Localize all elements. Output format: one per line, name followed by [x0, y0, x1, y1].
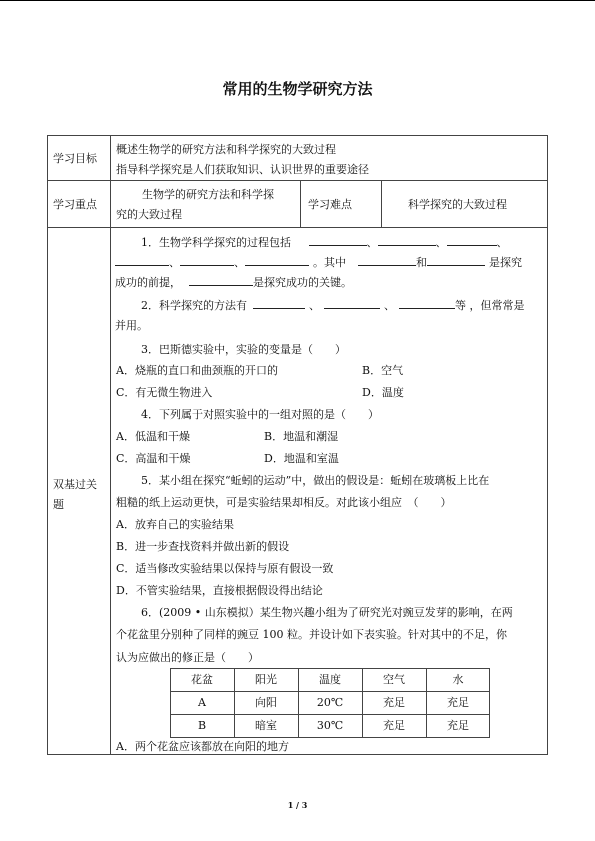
- table-header-sun: 阳光: [255, 673, 277, 686]
- q2-tail: 并用。: [115, 319, 148, 332]
- q1-text: 。其中: [313, 256, 346, 269]
- q4-option-b: B．地温和潮湿: [264, 430, 339, 443]
- q2-text: 等 ，但常常是: [455, 299, 525, 312]
- table-cell: 充足: [383, 696, 405, 709]
- q5-option-a: A．放弃自己的实验结果: [116, 518, 234, 531]
- q6-line-2: 个花盆里分别种了同样的豌豆 100 粒。并设计如下表实验。针对其中的不足，你: [116, 628, 507, 641]
- col-divider: [300, 180, 301, 227]
- table-cell: 30℃: [316, 719, 344, 732]
- q4-option-c: C．高温和干燥: [116, 452, 191, 465]
- q1-blank: [180, 254, 234, 266]
- q1-blank: [378, 234, 436, 246]
- question-2: [115, 296, 545, 336]
- question-1: [115, 233, 545, 293]
- table-cell: 向阳: [255, 696, 277, 709]
- difficulty-text: 科学探究的大致过程: [408, 198, 507, 211]
- exercise-label-2: 题: [53, 498, 64, 511]
- q1-blank: [189, 274, 253, 286]
- top-rule: [0, 0, 595, 1]
- table-cell: 20℃: [316, 696, 344, 709]
- goal-label: 学习目标: [53, 152, 97, 165]
- q3-option-a: A．烧瓶的直口和曲颈瓶的开口的: [116, 364, 278, 377]
- q1-blank: [447, 234, 497, 246]
- q4-stem: 4．下列属于对照实验中的一组对照的是（ ）: [141, 408, 379, 421]
- table-cell: 暗室: [255, 719, 277, 732]
- q1-sep: 、: [234, 256, 245, 269]
- q1-blank: [309, 234, 367, 246]
- q1-text: 是探究: [489, 256, 522, 269]
- q5-option-c: C．适当修改实验结果以保持与原有假设一致: [116, 562, 334, 575]
- q3-option-d: D．温度: [362, 386, 404, 399]
- row-divider: [47, 227, 548, 228]
- q4-option-d: D．地温和室温: [264, 452, 339, 465]
- q1-text: 和: [416, 256, 427, 269]
- q6-line-1: 6．(2009 • 山东模拟）某生物兴趣小组为了研究光对豌豆发芽的影响，在两: [141, 606, 513, 619]
- q2-blank: [399, 297, 455, 309]
- q6-option-a: A．两个花盆应该都放在向阳的地方: [116, 740, 289, 753]
- page-number: 1 / 3: [287, 800, 308, 810]
- q1-lead: 1．生物学科学探究的过程包括: [141, 236, 291, 249]
- focus-label: 学习重点: [53, 198, 97, 211]
- table-cell: B: [197, 719, 207, 732]
- table-header-air: 空气: [383, 673, 405, 686]
- q5-line-2: 粗糙的纸上运动更快，可是实验结果却相反。对此该小组应 （ ）: [116, 496, 452, 509]
- q2-lead: 2．科学探究的方法有: [141, 299, 247, 312]
- table-header-temp: 温度: [319, 673, 341, 686]
- q2-sep: 、: [384, 299, 395, 312]
- q4-option-a: A．低温和干燥: [116, 430, 190, 443]
- q2-blank: [253, 297, 305, 309]
- q1-sep: 、: [496, 236, 508, 249]
- q1-blank: [427, 254, 485, 266]
- row-divider: [47, 180, 548, 181]
- q1-blank: [115, 254, 169, 266]
- q1-blank: [245, 254, 309, 266]
- q5-line-1: 5．某小组在探究“蚯蚓的运动”中，做出的假设是：蚯蚓在玻璃板上比在: [141, 474, 490, 487]
- table-header-pot: 花盆: [191, 673, 213, 686]
- q1-sep: 、: [435, 236, 447, 249]
- table-header-water: 水: [452, 673, 464, 686]
- difficulty-label: 学习难点: [308, 198, 352, 211]
- q1-text: 成功的前提，: [115, 276, 181, 289]
- q3-option-c: C．有无微生物进入: [116, 386, 213, 399]
- q3-stem: 3．巴斯德实验中，实验的变量是（ ）: [141, 343, 346, 356]
- experiment-row-divider: [170, 691, 490, 692]
- goal-line-1: 概述生物学的研究方法和科学探究的大致过程: [116, 143, 336, 156]
- table-cell: A: [198, 696, 206, 709]
- table-cell: 充足: [447, 719, 469, 732]
- q1-sep: 、: [169, 256, 180, 269]
- q2-blank: [324, 297, 380, 309]
- exercise-label-1: 双基过关: [53, 478, 97, 491]
- q3-option-b: B．空气: [362, 364, 404, 377]
- page-title: 常用的生物学研究方法: [222, 80, 373, 98]
- q2-sep: 、: [309, 299, 320, 312]
- table-cell: 充足: [383, 719, 405, 732]
- focus-line-1: 生物学的研究方法和科学探: [142, 188, 274, 201]
- goal-line-2: 指导科学探究是人们获取知识、认识世界的重要途径: [116, 163, 369, 176]
- q1-text: 是探究成功的关键。: [253, 276, 352, 289]
- q5-option-d: D．不管实验结果，直接根据假设得出结论: [116, 584, 323, 597]
- col-divider: [110, 135, 111, 755]
- q1-blank: [358, 254, 416, 266]
- experiment-row-divider: [170, 714, 490, 715]
- table-cell: 充足: [447, 696, 469, 709]
- q5-option-b: B．进一步查找资料并做出新的假设: [116, 540, 290, 553]
- focus-line-2: 究的大致过程: [116, 208, 182, 221]
- q6-line-3: 认为应做出的修正是（ ）: [116, 651, 259, 664]
- q1-sep: 、: [366, 236, 378, 249]
- col-divider: [381, 180, 382, 227]
